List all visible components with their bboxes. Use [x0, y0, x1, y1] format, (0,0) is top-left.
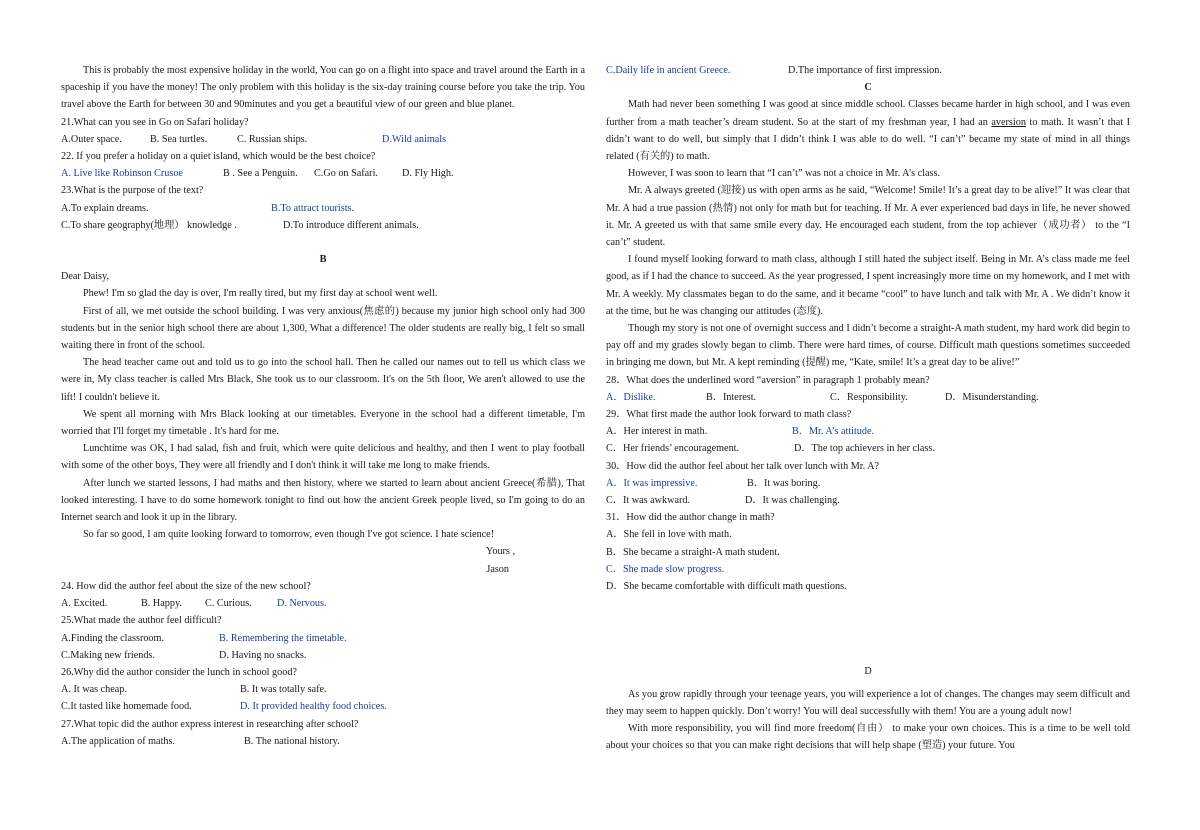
option-24-b: B. Happy.	[141, 598, 182, 610]
question-30-options-ab	[606, 475, 1130, 492]
option-30-d: D．It was challenging.	[745, 495, 840, 507]
option-31-d: D．She became comfortable with difficult math questions.	[606, 581, 847, 593]
question-21: 21.What can you see in Go on Safari holiday?	[61, 116, 249, 128]
passage-c-paragraph-5: Though my story is not one of overnight success and I didn’t become a straight-A math student, my hard work did begin to pay off and my grades slowly began to climb. There were hard times, of course. Difficult math questions sometimes succeeded in bringing me down, but Mr. A kept reminding (提醒) me, “Kate, smile! It’s a great day to be alive!”	[606, 323, 1130, 369]
question-25: 25.What made the author feel difficult?	[61, 615, 222, 627]
left-column	[61, 62, 585, 750]
option-27-a: A.The application of maths.	[61, 735, 176, 747]
question-26-options-cd	[61, 698, 585, 715]
question-26-options-ab	[61, 681, 585, 698]
option-31-a: A．She fell in love with math.	[606, 529, 732, 541]
question-23-options-ab	[61, 200, 585, 217]
section-heading-b: B	[319, 254, 327, 266]
question-31: 31．How did the author change in math?	[606, 512, 775, 524]
option-21-a: A.Outer space.	[61, 133, 122, 145]
option-28-b: B．Interest.	[706, 391, 757, 403]
passage-b-paragraph-4: We spent all morning with Mrs Black looking at our timetables. Everyone in the school had a different timetable, I'm worried that I'll forget my timetable . It's hard for me.	[61, 408, 585, 438]
option-28-d: D．Misunderstanding.	[945, 391, 1039, 403]
option-24-a: A. Excited.	[61, 598, 108, 610]
question-29-options-cd	[606, 440, 1130, 457]
question-21-options	[61, 131, 585, 148]
letter-closing: Yours ,	[486, 546, 515, 558]
question-28: 28．What does the underlined word “aversion” in paragraph 1 probably mean?	[606, 374, 930, 386]
option-24-d: D. Nervous.	[277, 598, 327, 610]
option-30-a: A．It was impressive.	[606, 477, 698, 489]
letter-signature: Jason	[486, 563, 509, 575]
passage-c-p1-start: Math had never been something I was good at since middle school. Classes became harder in high school, and I was even further from a math teacher’s dream student. So at the start of my freshman year, I had an	[606, 99, 1130, 128]
question-24: 24. How did the author feel about the size of the new school?	[61, 580, 311, 592]
question-26: 26.Why did the author consider the lunch in school good?	[61, 666, 297, 678]
passage-b-paragraph-6: After lunch we started lessons, I had maths and then history, where we started to learn about ancient Greece(希腊), That looked interesting. I have to do some homework tonight to find out how the ancient Greek people lived, so I'm going to do an Internet search and look it up in the library.	[61, 477, 585, 524]
option-22-d: D. Fly High.	[402, 168, 454, 180]
question-27-options-ab	[61, 733, 585, 750]
question-27-options-cd	[606, 62, 1130, 79]
option-31-c: C．She made slow progress.	[606, 563, 725, 575]
section-gap	[606, 595, 1130, 663]
option-25-a: A.Finding the classroom.	[61, 632, 164, 644]
passage-c-paragraph-2: However, I was soon to learn that “I can’t” was not a choice in Mr. A’s class.	[628, 168, 941, 180]
passage-c-p1-end: to math. It wasn’t that I didn’t want to do well, but simply that I didn’t think I was able to do well. “I can’t” became my state of mind in all things related (有关的) to math.	[606, 116, 1130, 163]
passage-b-paragraph-3: The head teacher came out and told us to go into the school hall. Then he called our names out to tell us which class we were in, My class teacher is called Mrs Black, She took us to our classroom. It's on the 5th floor, We aren't allowed to use the lift! I couldn't believe it.	[61, 357, 585, 403]
option-26-c: C.It tasted like homemade food.	[61, 701, 192, 713]
question-23-options-cd	[61, 217, 585, 234]
question-29-options-ab	[606, 423, 1130, 440]
option-29-b: B．Mr. A’s attitude.	[792, 426, 875, 438]
option-31-b: B．She became a straight-A math student.	[606, 546, 780, 558]
option-27-c: C.Daily life in ancient Greece.	[606, 65, 731, 76]
option-23-c: C.To share geography(地理） knowledge .	[61, 219, 237, 231]
option-26-b: B. It was totally safe.	[240, 684, 327, 696]
option-26-a: A. It was cheap.	[61, 684, 127, 696]
option-22-b: B . See a Penguin.	[223, 168, 298, 180]
option-30-c: C．It was awkward.	[606, 495, 691, 507]
letter-salutation: Dear Daisy,	[61, 271, 109, 283]
section-heading-c: C	[864, 82, 872, 94]
question-24-options	[61, 595, 585, 612]
option-29-c: C．Her friends’ encouragement.	[606, 443, 740, 455]
option-30-b: B．It was boring.	[747, 477, 821, 489]
question-22-options	[61, 165, 585, 182]
question-30-options-cd	[606, 492, 1130, 509]
right-column	[606, 62, 1130, 754]
option-26-d: D. It provided healthy food choices.	[240, 701, 387, 713]
option-27-d: D.The importance of first impression.	[788, 65, 942, 76]
passage-b-paragraph-1: Phew! I'm so glad the day is over, I'm really tired, but my first day at school went well.	[83, 288, 438, 300]
option-24-c: C. Curious.	[205, 598, 252, 610]
question-28-options	[606, 389, 1130, 406]
option-25-b: B. Remembering the timetable.	[219, 632, 347, 644]
option-23-b: B.To attract tourists.	[271, 202, 355, 214]
option-21-d: D.Wild animals	[382, 133, 447, 145]
option-28-c: C．Responsibility.	[830, 391, 908, 403]
passage-a-text: This is probably the most expensive holiday in the world, You can go on a flight into space and travel around the Earth in a spaceship if you have the money! The only problem with this holiday is the six-day training course before you take the trip. You travel above the Earth for between 30 and 90minutes and you get a beautiful view of our green and blue planet.	[61, 65, 585, 111]
section-gap	[61, 234, 585, 251]
option-27-b: B. The national history.	[244, 735, 340, 747]
passage-b-paragraph-5: Lunchtime was OK, I had salad, fish and fruit, which were quite delicious and healthy, and then I went to play football with some of the other boys, They were all friendly and I don't think it will take me long to make friends.	[61, 443, 585, 472]
option-22-a: A. Live like Robinson Crusoe	[61, 168, 183, 180]
passage-c-paragraph-3: Mr. A always greeted (迎接) us with open arms as he said, “Welcome! Smile! It’s a great day to be alive!” It was clear that Mr. A had a true passion (热情) not only for math but for teaching. If Mr. A ever experienced bad days in life, he never showed it. Mr. A greeted us with that same smile every day. He encouraged each student, from the top achiever（成功者） to the “I can’t” student.	[606, 185, 1130, 249]
option-29-d: D．The top achievers in her class.	[794, 443, 935, 455]
passage-d-paragraph-2: With more responsibility, you will find more freedom(自由） to make your own choices. This is a time to be well told about your choices so that you can make right decisions that will help shape (塑造) your future. You	[606, 722, 1130, 752]
option-25-c: C.Making new friends.	[61, 649, 155, 661]
passage-b-paragraph-2: First of all, we met outside the school building. I was very anxious(焦虑的) because my junior high school only had 300 students but in the senior high school there are about 1,300, What a difference! The older students are really big, I felt so small waiting there in front of the school.	[61, 305, 585, 352]
question-25-options-cd	[61, 647, 585, 664]
question-22: 22. If you prefer a holiday on a quiet island, which would be the best choice?	[61, 151, 376, 163]
option-29-a: A．Her interest in math.	[606, 426, 708, 438]
option-21-c: C. Russian ships.	[237, 133, 308, 145]
question-30: 30．How did the author feel about her talk over lunch with Mr. A?	[606, 460, 880, 472]
passage-b-paragraph-7: So far so good, I am quite looking forward to tomorrow, even though I've got science. I hate science!	[83, 529, 495, 541]
passage-c-paragraph-1	[606, 96, 1130, 165]
question-23: 23.What is the purpose of the text?	[61, 185, 204, 197]
question-29: 29．What first made the author look forward to math class?	[606, 409, 852, 421]
passage-d-paragraph-1: As you grow rapidly through your teenage years, you will experience a lot of changes. The changes may seem difficult and they may seem to happen quickly. Don’t worry! You will deal successfully with them! You are a young adult now!	[606, 688, 1130, 717]
option-21-b: B. Sea turtles.	[150, 133, 208, 145]
underlined-word-aversion: aversion	[991, 116, 1026, 128]
option-28-a: A．Dislike.	[606, 391, 656, 403]
option-23-a: A.To explain dreams.	[61, 202, 149, 214]
passage-c-paragraph-4: I found myself looking forward to math class, although I still hated the subject itself. Being in Mr. A’s class made me feel good, as if I had the chance to succeed. As the year progressed, I spent increasingly more time on my homework, and I met with Mr. A weekly. My classmates began to do the same, and it became “cool” to have lunch and talk with Mr. A . We didn’t know it at the time, but he was changing our attitudes (态度).	[606, 254, 1130, 317]
section-heading-d: D	[864, 666, 872, 678]
option-23-d: D.To introduce different animals.	[283, 219, 419, 231]
option-25-d: D. Having no snacks.	[219, 649, 307, 661]
question-27: 27.What topic did the author express interest in researching after school?	[61, 718, 359, 730]
option-22-c: C.Go on Safari.	[314, 168, 378, 180]
question-25-options-ab	[61, 630, 585, 647]
